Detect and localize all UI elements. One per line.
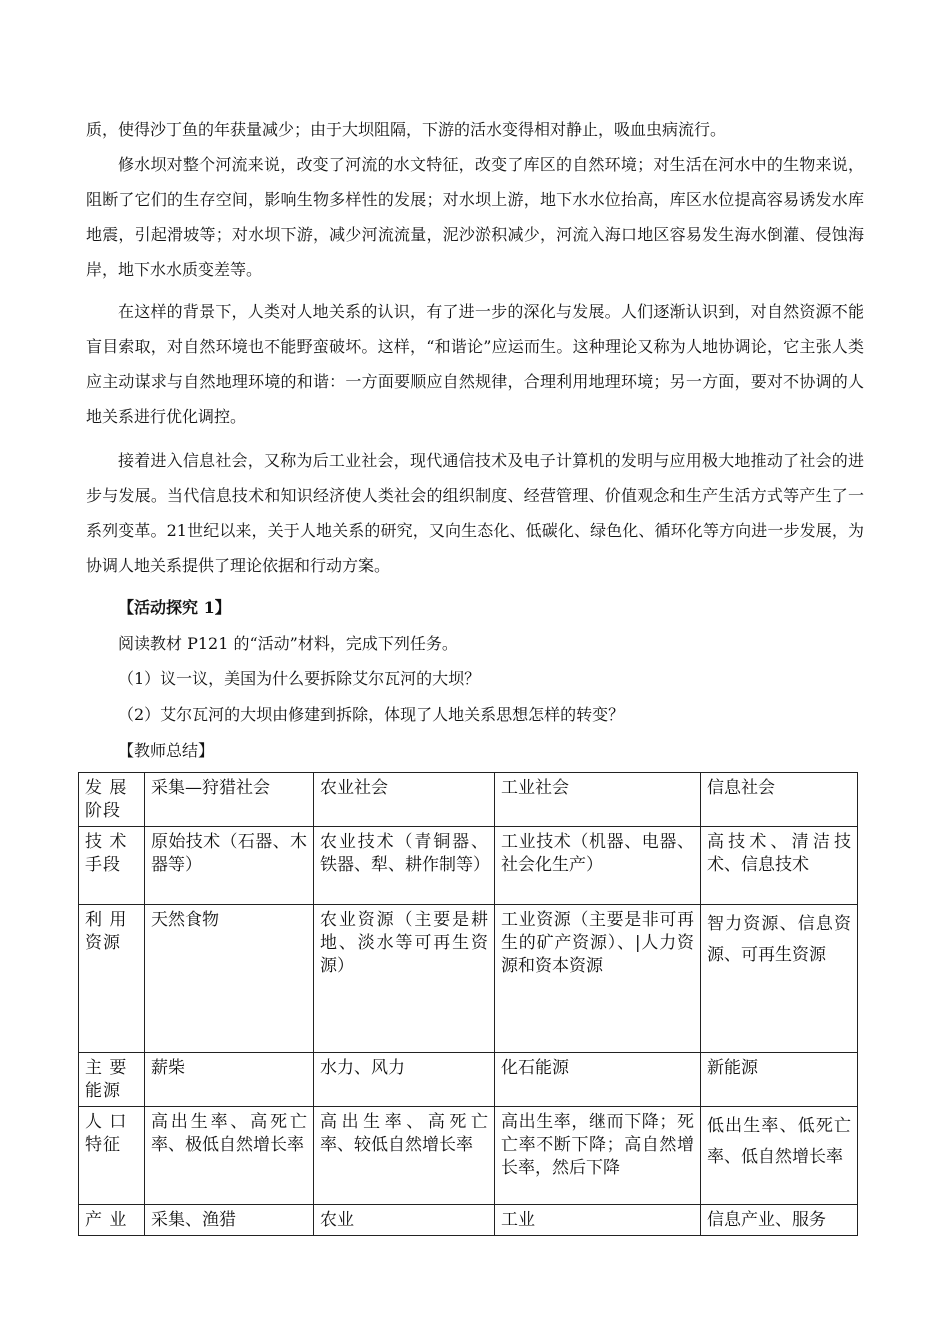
table-cell: 发 展阶段 bbox=[79, 773, 145, 827]
table-cell: 利 用资源 bbox=[79, 905, 145, 1053]
table-cell: 工业资源（主要是非可再生的矿产资源）、|人力资源和资本资源 bbox=[495, 905, 701, 1053]
table-cell: 化石能源 bbox=[495, 1053, 701, 1107]
table-cell: 水力、风力 bbox=[314, 1053, 495, 1107]
table-row bbox=[79, 1107, 858, 1205]
table-cell: 信息产业、服务 bbox=[701, 1205, 858, 1236]
table-cell: 新能源 bbox=[701, 1053, 858, 1107]
table-cell: 薪柴 bbox=[145, 1053, 314, 1107]
body-paragraph-4: 接着进入信息社会，又称为后工业社会，现代通信技术及电子计算机的发明与应用极大地推动了社会的进步与发展。当代信息技术和知识经济使人类社会的组织制度、经营管理、价值观念和生产生活方式等产生了一系列变革。21世纪以来，关于人地关系的研究，又向生态化、低碳化、绿色化、循环化等方向进一步发展，为协调人地关系提供了理论依据和行动方案。 bbox=[86, 451, 864, 575]
table-row bbox=[79, 827, 858, 905]
table-cell: 产 业 bbox=[79, 1205, 145, 1236]
table-cell: 采集—狩猎社会 bbox=[145, 773, 314, 827]
table-cell: 高出生率，继而下降；死亡率不断下降；高自然增长率，然后下降 bbox=[495, 1107, 701, 1205]
table-cell: 原始技术（石器、木器等） bbox=[145, 827, 314, 905]
table-cell: 高出生率、高死亡率、较低自然增长率 bbox=[314, 1107, 495, 1205]
table-cell: 人 口特征 bbox=[79, 1107, 145, 1205]
table-cell: 智力资源、信息资源、可再生资源 bbox=[701, 905, 858, 1053]
table-cell: 工业社会 bbox=[495, 773, 701, 827]
table-cell: 高出生率、高死亡率、极低自然增长率 bbox=[145, 1107, 314, 1205]
activity-task-2: （2）艾尔瓦河的大坝由修建到拆除，体现了人地关系思想怎样的转变？ bbox=[118, 705, 625, 724]
body-paragraph-2: 修水坝对整个河流来说，改变了河流的水文特征，改变了库区的自然环境；对生活在河水中的生物来说，阻断了它们的生存空间，影响生物多样性的发展；对水坝上游，地下水水位抬高，库区水位提高容易诱发水库地震，引起滑坡等；对水坝下游，减少河流流量，泥沙淤积减少，河流入海口地区容易发生海水倒灌、侵蚀海岸，地下水水质变差等。 bbox=[86, 155, 864, 279]
table-cell: 农业社会 bbox=[314, 773, 495, 827]
table-cell: 主 要能源 bbox=[79, 1053, 145, 1107]
activity-task-1: （1）议一议，美国为什么要拆除艾尔瓦河的大坝？ bbox=[118, 669, 481, 688]
teacher-summary-heading: 【教师总结】 bbox=[118, 741, 215, 760]
table-cell: 信息社会 bbox=[701, 773, 858, 827]
table-row bbox=[79, 1053, 858, 1107]
table-cell: 工业技术（机器、电器、社会化生产） bbox=[495, 827, 701, 905]
table-cell: 技 术手段 bbox=[79, 827, 145, 905]
table-cell: 低出生率、低死亡率、低自然增长率 bbox=[701, 1107, 858, 1205]
table-cell: 农业技术（青铜器、铁器、犁、耕作制等） bbox=[314, 827, 495, 905]
table-cell: 工业 bbox=[495, 1205, 701, 1236]
activity-heading: 【活动探究 1】 bbox=[118, 598, 231, 617]
table-cell: 天然食物 bbox=[145, 905, 314, 1053]
table-row bbox=[79, 905, 858, 1053]
table-cell: 农业 bbox=[314, 1205, 495, 1236]
body-paragraph-3: 在这样的背景下，人类对人地关系的认识，有了进一步的深化与发展。人们逐渐认识到，对自然资源不能盲目索取，对自然环境也不能野蛮破坏。这样，“和谐论”应运而生。这种理论又称为人地协调论，它主张人类应主动谋求与自然地理环境的和谐：一方面要顺应自然规律，合理利用地理环境；另一方面，要对不协调的人地关系进行优化调控。 bbox=[86, 302, 864, 426]
activity-instruction: 阅读教材 P121 的“活动”材料，完成下列任务。 bbox=[118, 634, 458, 653]
table-cell: 高技术、清洁技术、信息技术 bbox=[701, 827, 858, 905]
body-paragraph-1: 质，使得沙丁鱼的年获量减少；由于大坝阻隔，下游的活水变得相对静止，吸血虫病流行。 bbox=[86, 120, 727, 139]
human-land-relationship-table bbox=[78, 772, 858, 1236]
table-cell: 采集、渔猎 bbox=[145, 1205, 314, 1236]
table-cell: 农业资源（主要是耕地、淡水等可再生资源） bbox=[314, 905, 495, 1053]
table-row bbox=[79, 1205, 858, 1236]
table-row bbox=[79, 773, 858, 827]
